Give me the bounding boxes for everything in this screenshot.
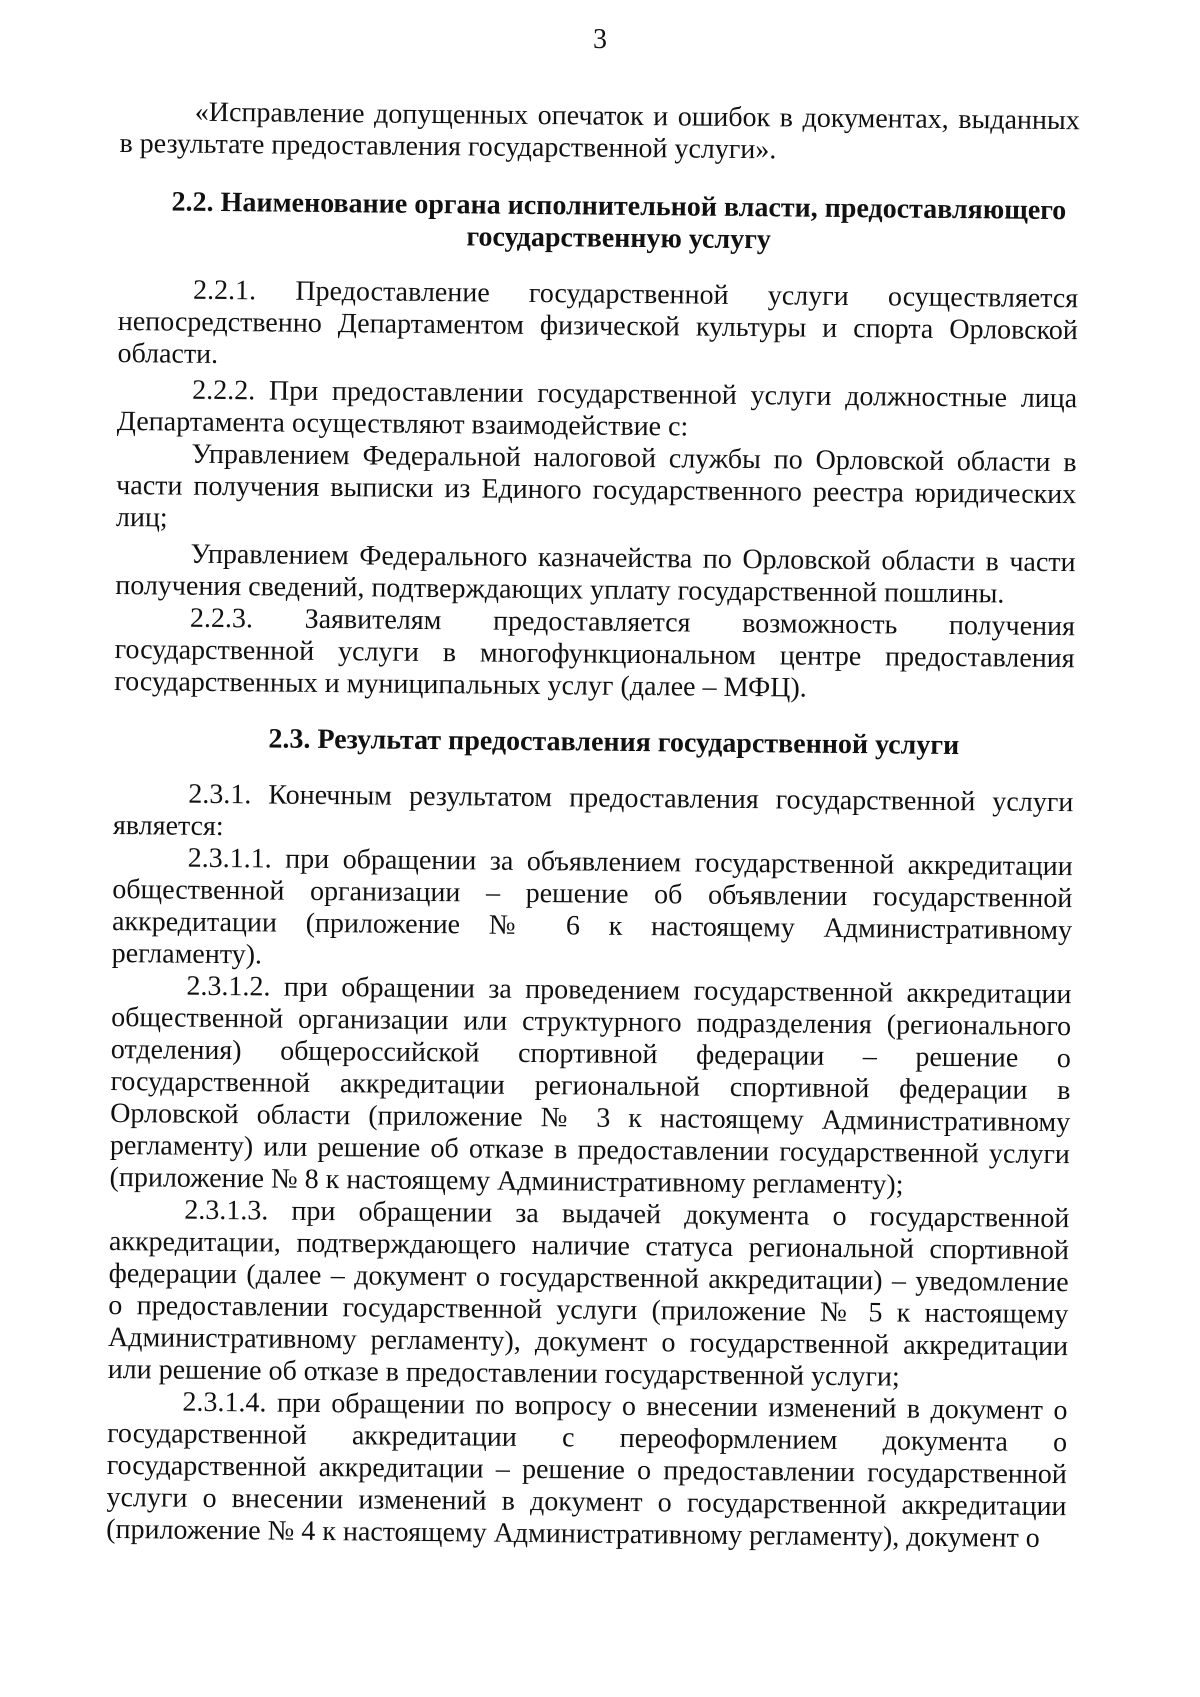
paragraph-2-3-1-3: 2.3.1.3. при обращении за выдачей документа о государственной аккредитации, подтверждающего наличие статуса региональной спортивной федерации (далее – документ о государственной аккредитации) – уведомление о предоставлении государственной услуги (приложение № 5 к настоящему Административному регламенту), документ о государственной аккредитации или решение об отказе в предоставлении государственной услуги; (107, 1194, 1070, 1393)
paragraph-2-3-1: 2.3.1. Конечным результатом предоставления государственной услуги является: (112, 778, 1074, 843)
paragraph-2-3-1-4: 2.3.1.4. при обращении по вопросу о внесении изменений в документ о государственной аккредитации с переоформлением документа о государственной аккредитации – решение о предоставлении государственной услуги о внесении изменений в документ о государственной аккредитации (приложение № 4 к настоящему Административному регламенту), документ о (106, 1386, 1068, 1554)
section-heading-2-2: 2.2. Наименование органа исполнительной власти, предоставляющего государственную услугу (171, 186, 1067, 256)
section-heading-2-3: 2.3. Результат предоставления государственной услуги (268, 723, 960, 762)
paragraph-2-2-2: 2.2.2. При предоставлении государственной услуги должностные лица Департамента осуществляют взаимодействие с: (116, 374, 1078, 443)
paragraph-intro: «Исправление допущенных опечаток и ошибок в документах, выданных в результате предоставления государственной услуги». (119, 96, 1080, 166)
paragraph-fns: Управлением Федеральной налоговой службы по Орловской области в части получения выписки из Единого государственного реестра юридических лиц; (115, 438, 1077, 534)
paragraph-2-2-3: 2.2.3. Заявителям предоставляется возможность получения государственной услуги в многофункциональном центре предоставления государственных и муниципальных услуг (далее – МФЦ). (114, 602, 1076, 704)
paragraph-2-2-1: 2.2.1. Предоставление государственной услуги осуществляется непосредственно Департаментом физической культуры и спорта Орловской области. (117, 274, 1079, 370)
paragraph-2-3-1-2: 2.3.1.2. при обращении за проведением государственной аккредитации общественной организации или структурного подразделения (регионального отделения) общероссийской спортивной федерации – решение о государственной аккредитации региональной спортивной федерации в Орловской области (приложение № 3 к настоящему Административному регламенту) или решение об отказе в предоставлении государственной услуги (приложение № 8 к настоящему Административному регламенту); (109, 970, 1072, 1201)
page-number: 3 (593, 24, 607, 55)
paragraph-fk: Управлением Федерального казначейства по Орловской области в части получения сведений, подтверждающих уплату государственной пошлины. (115, 538, 1076, 610)
document-body (106, 96, 1080, 1555)
paragraph-2-3-1-1: 2.3.1.1. при обращении за объявлением государственной аккредитации общественной организации – решение об объявлении государственной аккредитации (приложение № 6 к настоящему Административному регламенту). (111, 842, 1073, 971)
